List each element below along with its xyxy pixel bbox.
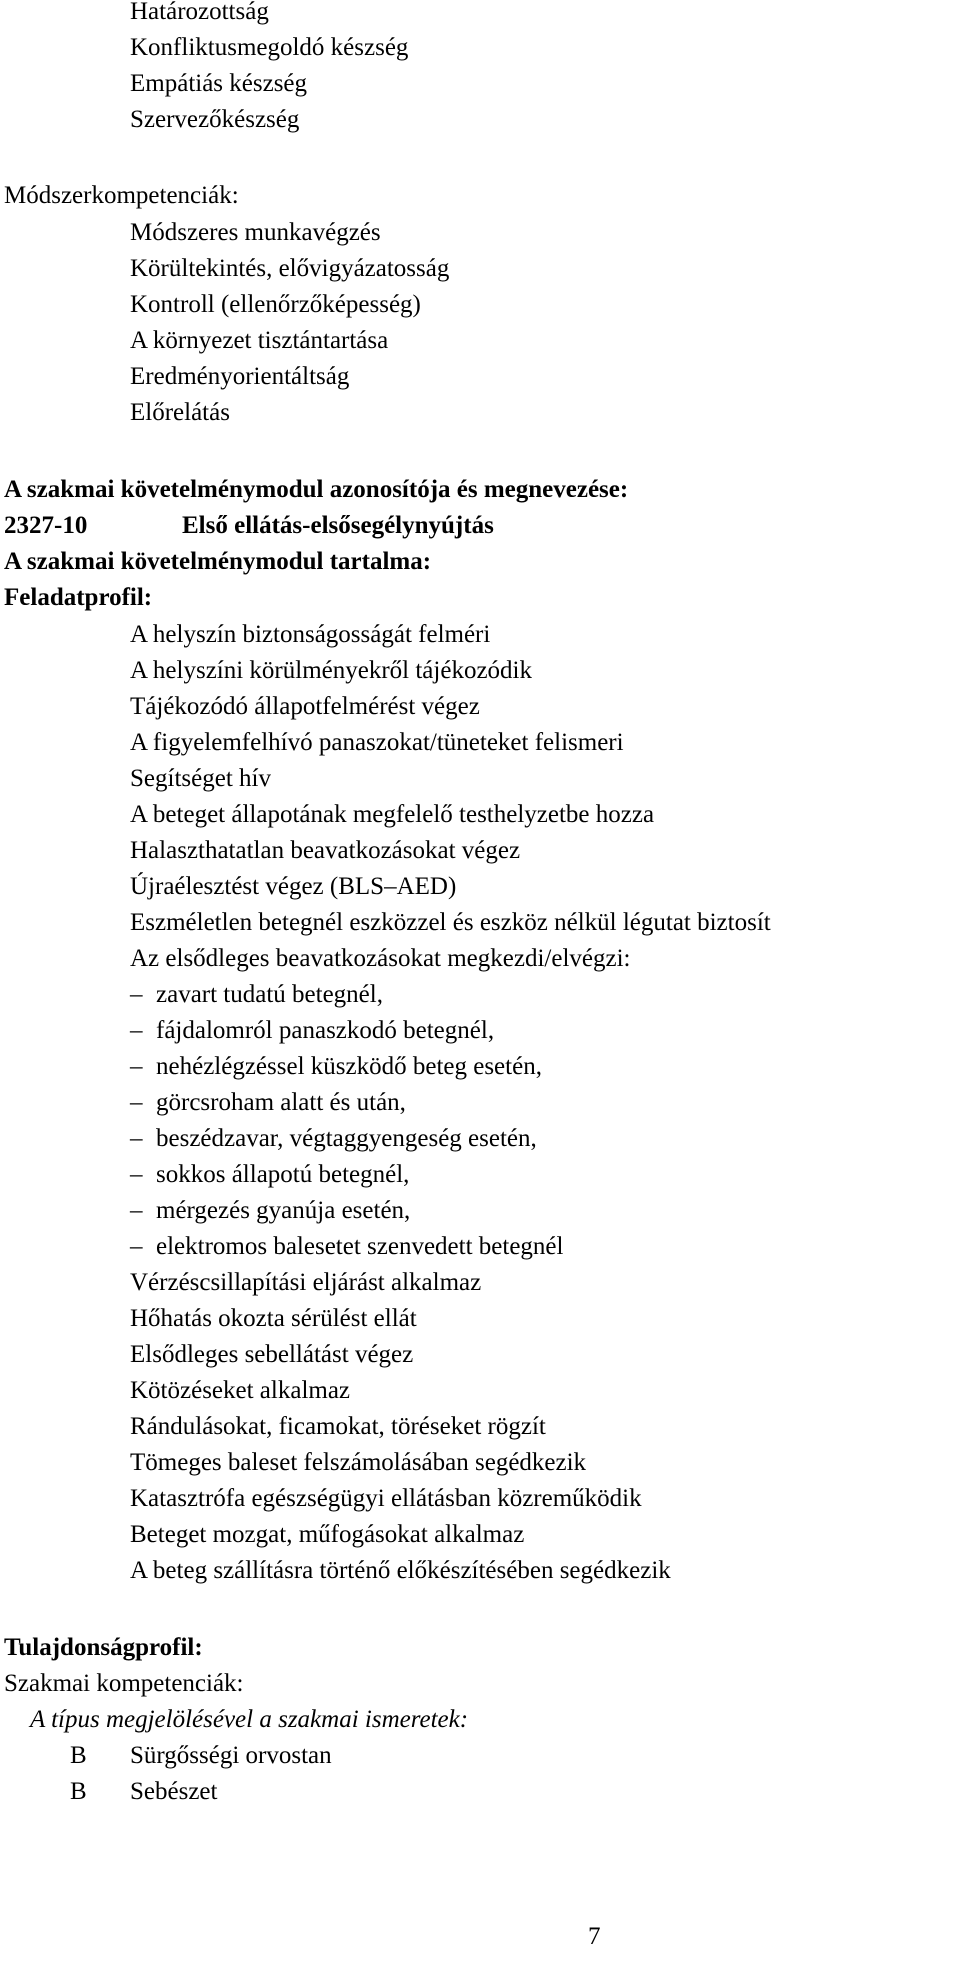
method-item: Kontroll (ellenőrzőképesség) <box>130 291 421 318</box>
top-item: Empátiás készség <box>130 70 308 97</box>
dash-item: sokkos állapotú betegnél, <box>156 1161 410 1188</box>
method-heading: Módszerkompetenciák: <box>4 182 239 209</box>
dash-mark: – <box>130 1053 143 1080</box>
module-code: 2327-10 <box>4 512 88 539</box>
dash-mark: – <box>130 1125 143 1152</box>
task-item: Tájékozódó állapotfelmérést végez <box>130 693 480 720</box>
task-item: Rándulásokat, ficamokat, töréseket rögzít <box>130 1413 546 1440</box>
task-item: Beteget mozgat, műfogásokat alkalmaz <box>130 1521 525 1548</box>
dash-item: fájdalomról panaszkodó betegnél, <box>156 1017 495 1044</box>
dash-mark: – <box>130 1017 143 1044</box>
task-item: Az elsődleges beavatkozásokat megkezdi/elvégzi: <box>130 945 631 972</box>
task-item: A helyszíni körülményekről tájékozódik <box>130 657 532 684</box>
dash-item: mérgezés gyanúja esetén, <box>156 1197 411 1224</box>
method-item: Módszeres munkavégzés <box>130 219 381 246</box>
task-item: Vérzéscsillapítási eljárást alkalmaz <box>130 1269 482 1296</box>
task-item: A helyszín biztonságosságát felméri <box>130 621 491 648</box>
task-item: A figyelemfelhívó panaszokat/tüneteket felismeri <box>130 729 624 756</box>
method-item: Eredményorientáltság <box>130 363 350 390</box>
knowledge-type: B <box>70 1742 87 1769</box>
dash-mark: – <box>130 1161 143 1188</box>
top-item: Szervezőkészség <box>130 106 300 133</box>
module-id-heading: A szakmai követelménymodul azonosítója és megnevezése: <box>4 476 629 503</box>
task-item: Tömeges baleset felszámolásában segédkezik <box>130 1449 587 1476</box>
knowledge-label: Sebészet <box>130 1778 218 1805</box>
task-profile-heading: Feladatprofil: <box>4 584 153 611</box>
module-content-heading: A szakmai követelménymodul tartalma: <box>4 548 432 575</box>
property-profile-heading: Tulajdonságprofil: <box>4 1634 203 1661</box>
knowledge-type: B <box>70 1778 87 1805</box>
dash-item: nehézlégzéssel küszködő beteg esetén, <box>156 1053 542 1080</box>
task-item: Eszméletlen betegnél eszközzel és eszköz nélkül légutat biztosít <box>130 909 771 936</box>
knowledge-label: Sürgősségi orvostan <box>130 1742 332 1769</box>
dash-mark: – <box>130 981 143 1008</box>
type-note: A típus megjelölésével a szakmai ismeretek: <box>30 1706 469 1733</box>
task-item: Hőhatás okozta sérülést ellát <box>130 1305 417 1332</box>
task-item: Elsődleges sebellátást végez <box>130 1341 414 1368</box>
dash-mark: – <box>130 1233 143 1260</box>
method-item: Körültekintés, elővigyázatosság <box>130 255 450 282</box>
dash-item: zavart tudatú betegnél, <box>156 981 383 1008</box>
dash-item: elektromos balesetet szenvedett betegnél <box>156 1233 564 1260</box>
task-item: A beteget állapotának megfelelő testhelyzetbe hozza <box>130 801 655 828</box>
task-item: Kötözéseket alkalmaz <box>130 1377 351 1404</box>
method-item: Előrelátás <box>130 399 230 426</box>
top-item: Határozottság <box>130 0 269 25</box>
task-item: Újraélesztést végez (BLS–AED) <box>130 873 457 900</box>
task-item: A beteg szállításra történő előkészítésében segédkezik <box>130 1557 671 1584</box>
dash-mark: – <box>130 1089 143 1116</box>
module-name: Első ellátás-elsősegélynyújtás <box>182 512 494 539</box>
dash-mark: – <box>130 1197 143 1224</box>
professional-comp-heading: Szakmai kompetenciák: <box>4 1670 244 1697</box>
dash-item: beszédzavar, végtaggyengeség esetén, <box>156 1125 537 1152</box>
page-number: 7 <box>588 1923 601 1950</box>
task-item: Halaszthatatlan beavatkozásokat végez <box>130 837 521 864</box>
dash-item: görcsroham alatt és után, <box>156 1089 406 1116</box>
method-item: A környezet tisztántartása <box>130 327 389 354</box>
top-item: Konfliktusmegoldó készség <box>130 34 409 61</box>
task-item: Katasztrófa egészségügyi ellátásban közreműködik <box>130 1485 642 1512</box>
task-item: Segítséget hív <box>130 765 271 792</box>
